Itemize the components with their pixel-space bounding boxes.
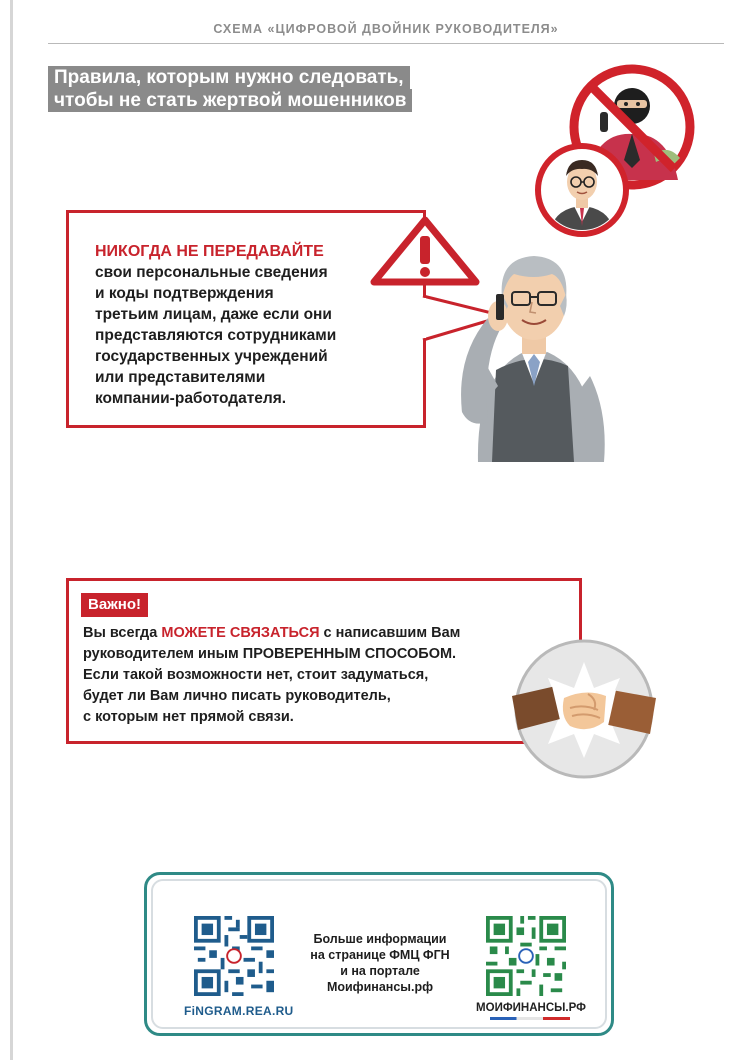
rules-heading-line-2: чтобы не стать жертвой мошенников <box>48 89 412 112</box>
more-info-line: Больше информации <box>313 932 447 946</box>
rules-heading <box>48 66 412 112</box>
warning-lead: НИКОГДА НЕ ПЕРЕДАВАЙТЕ <box>95 243 324 260</box>
moifinansy-caption[interactable]: МОИФИНАНСЫ.РФ <box>476 1002 586 1014</box>
warning-line: компании-работодателя. <box>95 390 287 407</box>
warning-line: третьим лицам, даже если они <box>95 306 332 323</box>
warning-line: представляются сотрудниками <box>95 327 337 344</box>
handshake-icon <box>508 638 660 780</box>
important-line-1 <box>83 623 553 644</box>
manager-portrait-icon <box>534 142 630 238</box>
header-divider <box>48 43 724 44</box>
warning-line: государственных учреждений <box>95 348 328 365</box>
important-text-part: руководителем иным <box>83 646 243 662</box>
important-line-2 <box>83 644 553 665</box>
warning-text <box>95 241 395 409</box>
important-text <box>83 623 553 728</box>
fingram-qr-code[interactable] <box>194 916 274 996</box>
moifinansy-qr-code[interactable] <box>486 916 566 996</box>
more-info-line: и на портале <box>340 964 420 978</box>
important-box <box>66 578 582 744</box>
moifinansy-color-bar <box>490 1017 570 1020</box>
important-text-part: с написавшим Вам <box>319 625 461 641</box>
rules-heading-line-1: Правила, которым нужно следовать, <box>48 66 410 89</box>
more-info-line: на странице ФМЦ ФГН <box>310 948 450 962</box>
important-line-4: будет ли Вам лично писать руководитель, <box>83 688 391 704</box>
important-line-3: Если такой возможности нет, стоит задуматься, <box>83 667 429 683</box>
important-badge: Важно! <box>81 593 148 617</box>
important-emphasis: ПРОВЕРЕННЫМ СПОСОБОМ. <box>242 646 457 662</box>
man-on-phone-illustration <box>448 236 618 462</box>
fingram-caption[interactable]: FiNGRAM.REA.RU <box>184 1004 294 1018</box>
warning-line: или представителями <box>95 369 266 386</box>
important-line-5: с которым нет прямой связи. <box>83 709 294 725</box>
more-info-text <box>300 931 460 995</box>
warning-line: и коды подтверждения <box>95 285 274 302</box>
more-info-line: Моифинансы.рф <box>326 980 434 994</box>
warning-line: свои персональные сведения <box>95 264 328 281</box>
page-left-rule <box>10 0 13 1060</box>
important-highlight: МОЖЕТЕ СВЯЗАТЬСЯ <box>161 625 320 641</box>
scheme-title: СХЕМА «ЦИФРОВОЙ ДВОЙНИК РУКОВОДИТЕЛЯ» <box>213 22 559 36</box>
important-text-part: Вы всегда <box>83 625 162 641</box>
